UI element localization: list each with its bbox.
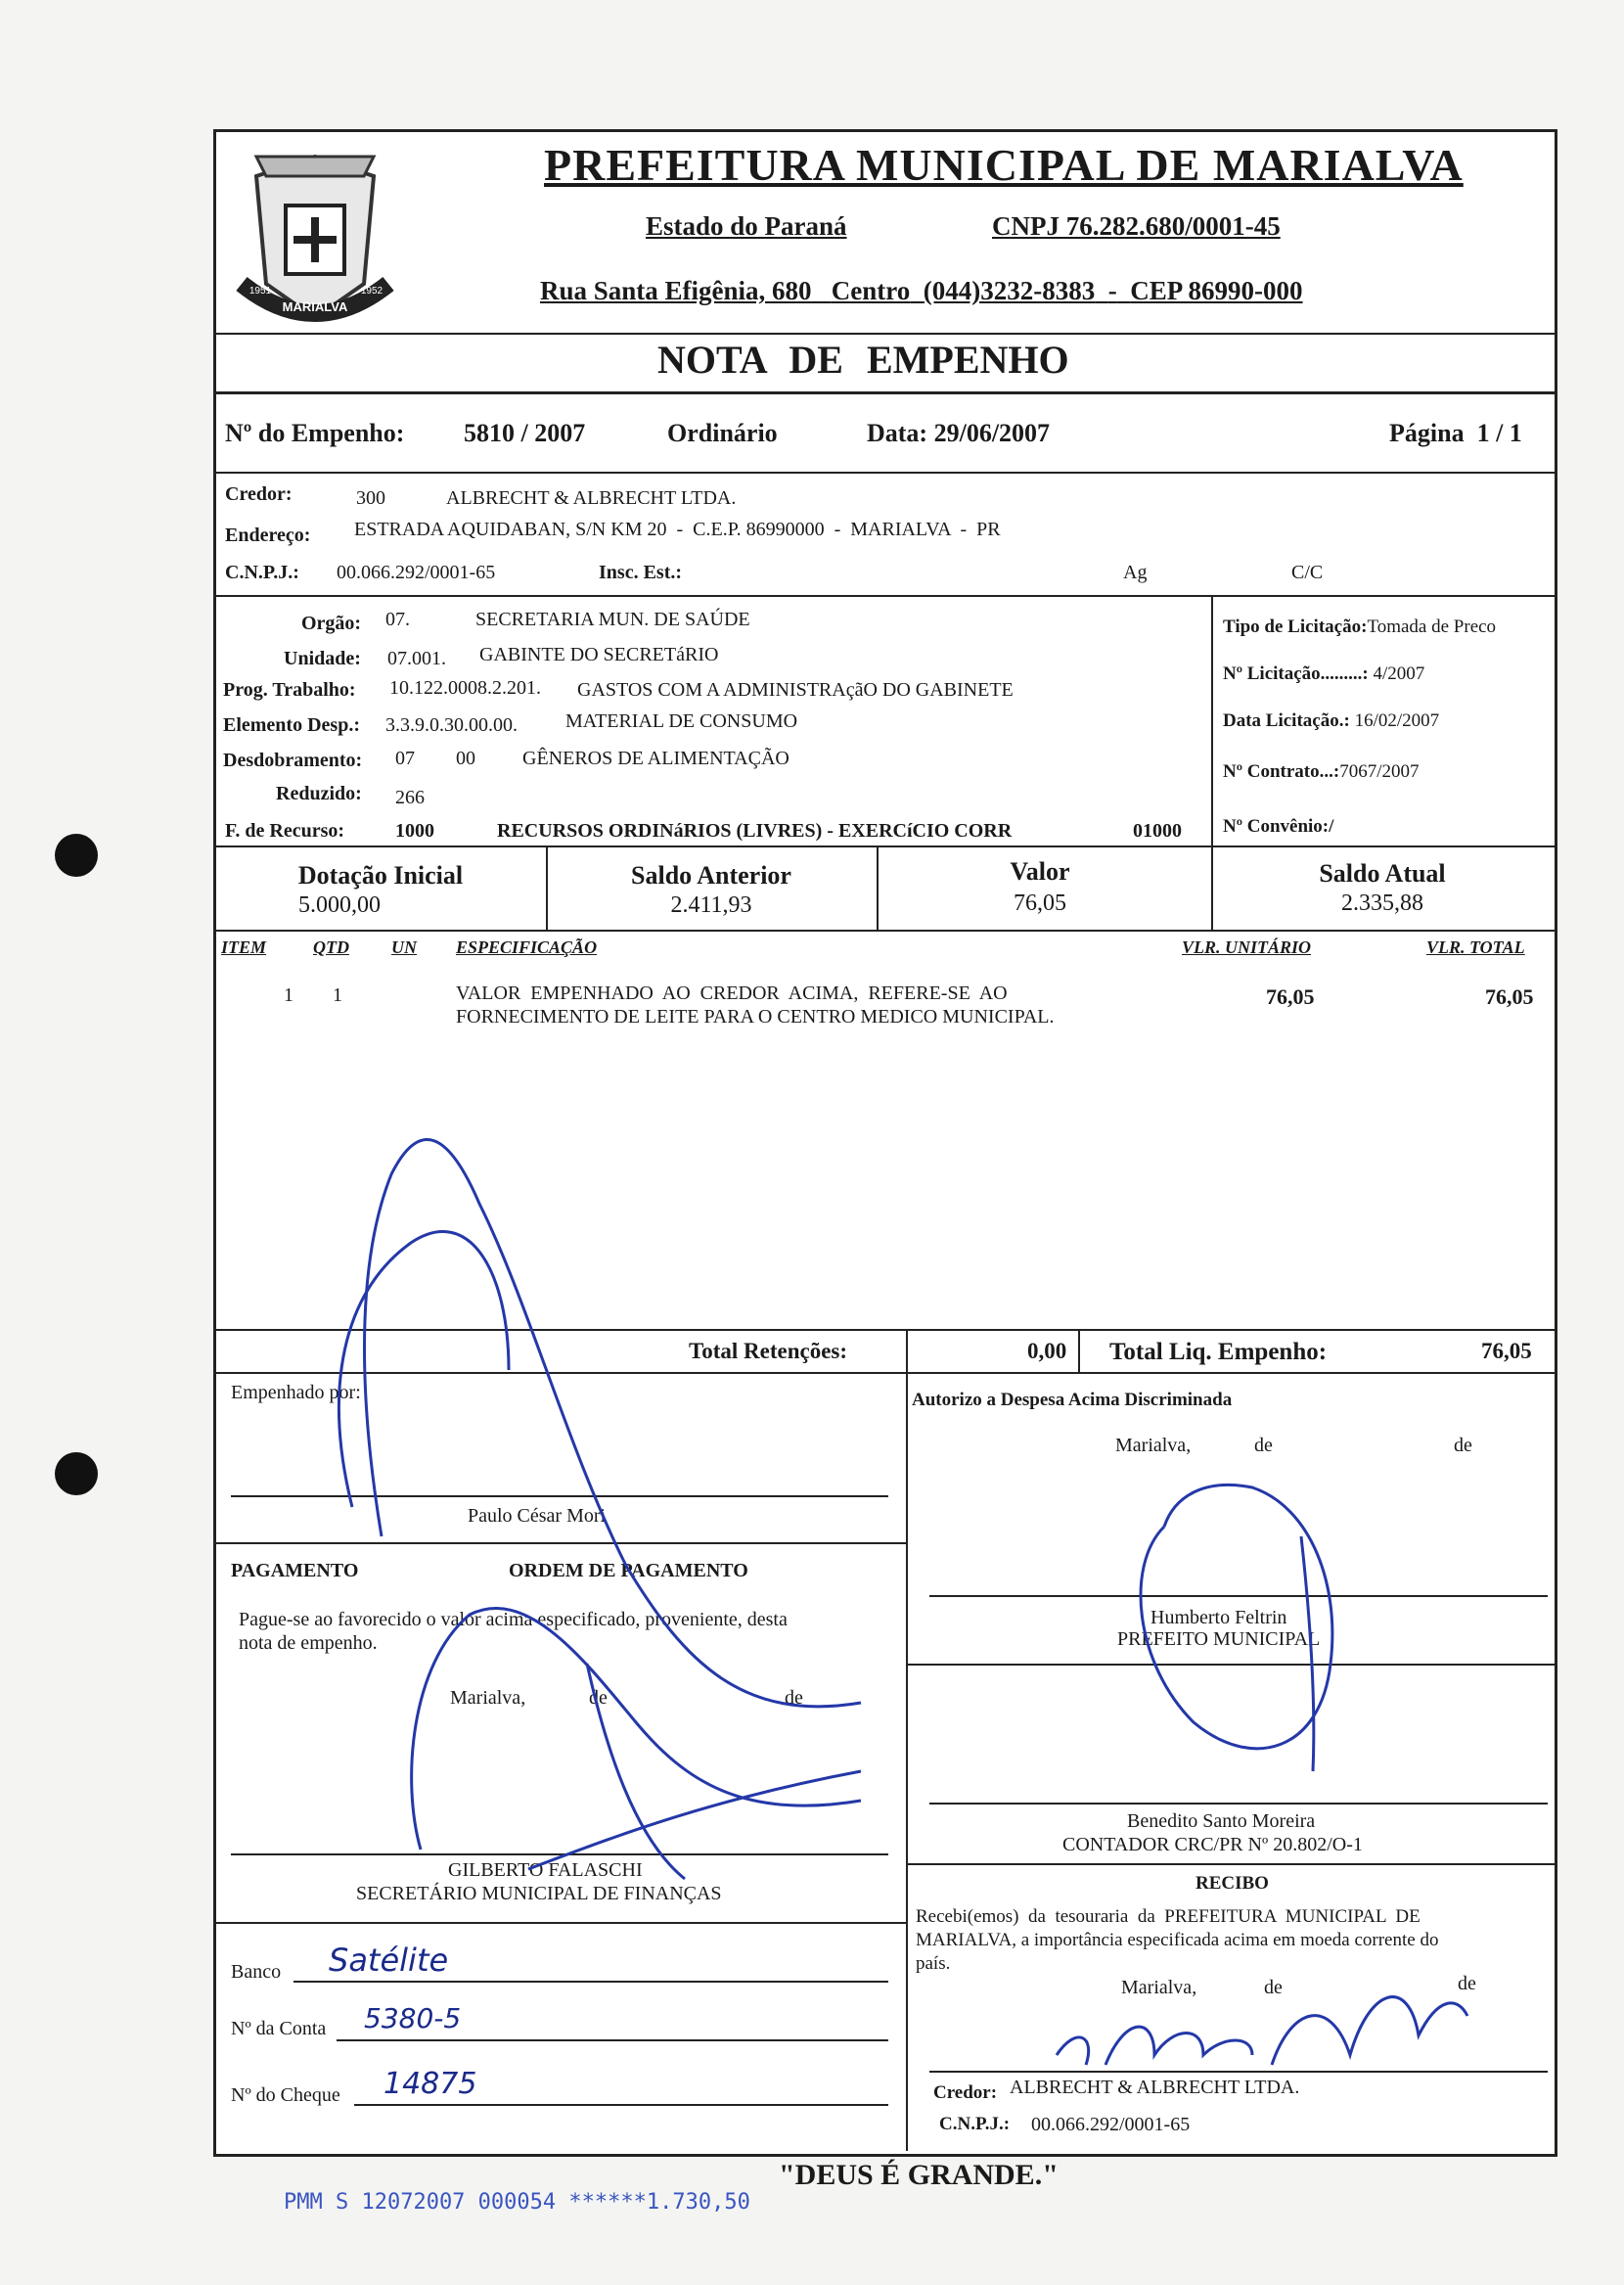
liq-label: Total Liq. Empenho:	[1109, 1339, 1328, 1365]
page-number: Página 1 / 1	[1389, 419, 1522, 447]
col-vlr-unitario: VLR. UNITÁRIO	[1182, 937, 1312, 957]
orgao-label: Orgão:	[301, 613, 362, 634]
recibo-credor-label: Credor:	[933, 2082, 998, 2103]
recurso-num: 01000	[1133, 820, 1182, 842]
pagamento-text2: nota de empenho.	[239, 1632, 378, 1654]
prog-label: Prog. Trabalho:	[223, 679, 356, 701]
document-title: NOTA DE EMPENHO	[657, 338, 1069, 382]
recibo-credor-name: ALBRECHT & ALBRECHT LTDA.	[1010, 2077, 1300, 2098]
dotacao-value: 5.000,00	[298, 892, 381, 918]
recibo-cnpj: 00.066.292/0001-65	[1031, 2114, 1191, 2135]
cnpj-label: C.N.P.J.:	[225, 562, 299, 583]
reduzido: 266	[395, 787, 425, 808]
saldo-atual-label: Saldo Atual	[1319, 859, 1446, 888]
autorizo-city: Marialva,	[1115, 1435, 1192, 1456]
cc-label: C/C	[1291, 562, 1324, 583]
row-total-value: 76,05	[1485, 984, 1534, 1009]
contador-role: CONTADOR CRC/PR Nº 20.802/O-1	[1062, 1834, 1363, 1855]
liq-value: 76,05	[1481, 1339, 1532, 1363]
banco-label: Banco	[231, 1961, 282, 1983]
col-un: UN	[391, 937, 417, 957]
reduzido-label: Reduzido:	[276, 783, 362, 804]
convenio-label: Nº Convênio:/	[1223, 816, 1334, 837]
pagamento-city: Marialva,	[450, 1687, 526, 1709]
crest-text: MARIALVA	[282, 299, 348, 314]
orgao-code: 07.	[385, 609, 410, 630]
orgao-name: SECRETARIA MUN. DE SAÚDE	[475, 609, 750, 630]
contador-name: Benedito Santo Moreira	[1127, 1810, 1316, 1832]
secretario-role: SECRETÁRIO MUNICIPAL DE FINANÇAS	[356, 1883, 722, 1904]
elemento-code: 3.3.9.0.30.00.00.	[385, 714, 518, 736]
desdobramento-code1: 07	[395, 748, 415, 769]
recibo-text3: país.	[916, 1953, 951, 1974]
col-item: ITEM	[221, 937, 267, 957]
saldo-atual-value: 2.335,88	[1341, 891, 1423, 916]
tipo-label: Tipo de Licitação:	[1223, 617, 1368, 637]
unidade-code: 07.001.	[387, 648, 446, 669]
crest-year-right: 1952	[360, 286, 383, 297]
recurso-name: RECURSOS ORDINáRIOS (LIVRES) - EXERCíCIO CORR	[497, 820, 1013, 842]
empenho-date: Data: 29/06/2007	[867, 419, 1051, 447]
recibo-text1: Recebi(emos) da tesouraria da PREFEITURA MUNICIPAL DE	[916, 1906, 1421, 1927]
retencoes-label: Total Retenções:	[689, 1339, 848, 1363]
saldo-anterior-label: Saldo Anterior	[631, 861, 791, 890]
conta-label: Nº da Conta	[231, 2018, 327, 2039]
saldo-anterior-value: 2.411,93	[670, 892, 752, 918]
city-hall-cnpj: CNPJ 76.282.680/0001-45	[992, 211, 1281, 241]
empenho-label: Nº do Empenho:	[225, 419, 405, 447]
conta-handwritten: 5380-5	[364, 2002, 462, 2034]
unidade-label: Unidade:	[284, 648, 361, 669]
motto: "DEUS É GRANDE."	[779, 2159, 1059, 2191]
cheque-handwritten: 14875	[383, 2067, 477, 2101]
signature-secretario-2	[587, 1664, 685, 1879]
recibo-city: Marialva,	[1121, 1977, 1197, 1998]
signature-secretario	[412, 1608, 861, 1869]
licitacao-num-value: 4/2007	[1373, 663, 1425, 684]
banco-handwritten: Satélite	[329, 1942, 449, 1979]
row-spec-line1: VALOR EMPENHADO AO CREDOR ACIMA, REFERE-SE AO	[456, 983, 1008, 1004]
endereco-label: Endereço:	[225, 525, 311, 546]
empenhado-name: Paulo César Mori	[468, 1505, 607, 1527]
licitacao-num-label: Nº Licitação.........:	[1223, 663, 1369, 684]
prefeito-role: PREFEITO MUNICIPAL	[1117, 1628, 1321, 1650]
signature-recibo	[1057, 1997, 1467, 2065]
ag-label: Ag	[1123, 562, 1148, 583]
autorizo-de1: de	[1254, 1435, 1273, 1456]
dotacao-label: Dotação Inicial	[297, 861, 464, 890]
prog-name: GASTOS COM A ADMINISTRAçãO DO GABINETE	[577, 679, 1014, 701]
street: Rua Santa Efigênia, 680	[540, 276, 812, 305]
cep: CEP 86990-000	[1130, 276, 1303, 305]
pagamento-text1: Pague-se ao favorecido o valor acima especificado, proveniente, desta	[239, 1609, 788, 1630]
elemento-label: Elemento Desp.:	[223, 714, 360, 736]
credor-cnpj: 00.066.292/0001-65	[337, 562, 496, 583]
valor-value: 76,05	[1014, 891, 1066, 916]
recibo-de2: de	[1458, 1973, 1476, 1994]
prefeito-name: Humberto Feltrin	[1150, 1607, 1287, 1628]
valor-label: Valor	[1010, 857, 1070, 886]
unidade-name: GABINTE DO SECRETáRIO	[479, 644, 719, 665]
desdobramento-name: GÊNEROS DE ALIMENTAÇÃO	[522, 748, 789, 769]
pagamento-de1: de	[589, 1687, 608, 1709]
licitacao-data-label: Data Licitação.:	[1223, 710, 1350, 731]
row-qtd: 1	[333, 984, 342, 1006]
row-item: 1	[284, 984, 293, 1006]
autorizo-label: Autorizo a Despesa Acima Discriminada	[912, 1390, 1233, 1410]
prog-code: 10.122.0008.2.201.	[389, 677, 541, 699]
autorizo-de2: de	[1454, 1435, 1472, 1456]
desdobramento-label: Desdobramento:	[223, 750, 363, 771]
col-qtd: QTD	[313, 937, 349, 957]
pagamento-label: PAGAMENTO	[231, 1560, 359, 1581]
state-name: Estado do Paraná	[646, 211, 847, 241]
empenho-number: 5810 / 2007	[464, 419, 586, 447]
bank-stamp: PMM S 12072007 000054 ******1.730,50	[284, 2190, 750, 2215]
district: Centro	[831, 276, 911, 305]
recibo-label: RECIBO	[1195, 1873, 1269, 1894]
recibo-de1: de	[1264, 1977, 1283, 1998]
cheque-label: Nº do Cheque	[231, 2084, 340, 2106]
ordem-label: ORDEM DE PAGAMENTO	[509, 1560, 748, 1581]
row-spec-line2: FORNECIMENTO DE LEITE PARA O CENTRO MEDICO MUNICIPAL.	[456, 1006, 1055, 1028]
credor-code: 300	[356, 487, 385, 509]
signature-prefeito	[1141, 1485, 1332, 1771]
secretario-name: GILBERTO FALASCHI	[448, 1859, 643, 1881]
tipo: Tomada de Preco	[1367, 617, 1497, 637]
desdobramento-code2: 00	[456, 748, 475, 769]
crest-year-left: 1951	[248, 286, 272, 297]
recibo-text2: MARIALVA, a importância especificada acima em moeda corrente do	[916, 1930, 1439, 1950]
insc-est-label: Insc. Est.:	[599, 562, 683, 583]
empenho-type: Ordinário	[667, 419, 778, 447]
phone: (044)3232-8383	[923, 276, 1096, 305]
recurso-label: F. de Recurso:	[225, 820, 345, 842]
licitacao-data-value: 16/02/2007	[1354, 710, 1440, 731]
pagamento-de2: de	[785, 1687, 803, 1709]
empenhado-label: Empenhado por:	[231, 1382, 361, 1403]
credor-name: ALBRECHT & ALBRECHT LTDA.	[446, 487, 737, 509]
retencoes-value: 0,00	[1027, 1339, 1067, 1363]
contrato-value: 7067/2007	[1339, 761, 1420, 782]
col-vlr-total: VLR. TOTAL	[1426, 937, 1525, 957]
signature-empenho	[365, 1139, 862, 1706]
col-especificacao: ESPECIFICAÇÃO	[456, 937, 598, 957]
separator: -	[1107, 276, 1117, 305]
row-unit-value: 76,05	[1266, 984, 1315, 1009]
city-hall-title: PREFEITURA MUNICIPAL DE MARIALVA	[544, 140, 1464, 190]
credor-label: Credor:	[225, 483, 293, 505]
endereco: ESTRADA AQUIDABAN, S/N KM 20 - C.E.P. 86990000 - MARIALVA - PR	[354, 519, 1001, 540]
recurso-code: 1000	[395, 820, 434, 842]
contrato-label: Nº Contrato...:	[1223, 761, 1340, 782]
elemento-name: MATERIAL DE CONSUMO	[565, 710, 798, 732]
recibo-cnpj-label: C.N.P.J.:	[939, 2114, 1011, 2134]
